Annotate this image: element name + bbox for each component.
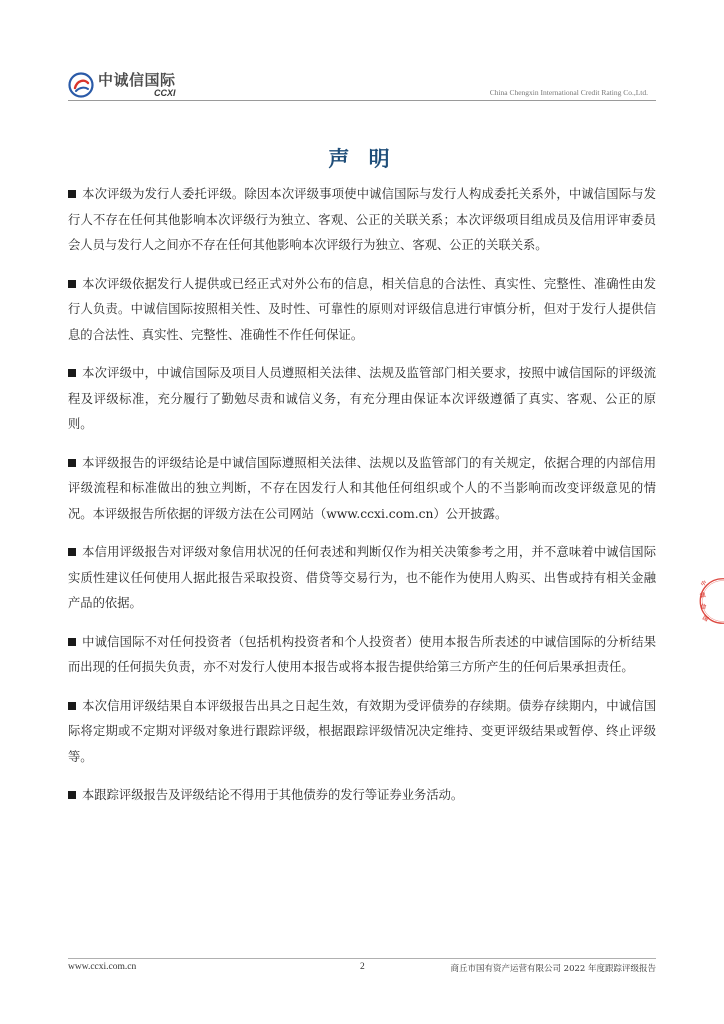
statement-item [68,361,656,438]
header-divider [68,100,656,101]
square-bullet-icon [68,702,76,710]
statement-text: 本次信用评级结果自本评级报告出具之日起生效，有效期为受评债券的存续期。债券存续期内，中诚信国际将定期或不定期对评级对象进行跟踪评级，根据跟踪评级情况决定维持、变更评级结果或暂停、终止评级等。 [68,698,656,764]
logo-chinese-name: 中诚信国际 [98,70,176,89]
statement-item [68,540,656,617]
statement-item [68,272,656,349]
svg-text:国: 国 [701,615,709,624]
statement-text: 本次评级为发行人委托评级。除因本次评级事项使中诚信国际与发行人构成委托关系外，中诚信国际与发行人不存在任何其他影响本次评级行为独立、客观、公正的关联关系；本次评级项目组成员及信用评审委员会人员与发行人之间亦不存在任何其他影响本次评级行为独立、客观、公正的关联关系。 [68,187,656,252]
square-bullet-icon [68,369,76,377]
page-footer [68,962,656,976]
svg-text:诚: 诚 [699,592,707,600]
page-header [68,70,656,102]
square-bullet-icon [68,190,76,198]
page-title: 声 明 [328,147,396,171]
statement-text: 中诚信国际不对任何投资者（包括机构投资者和个人投资者）使用本报告所表述的中诚信国际的分析结果而出现的任何损失负责，亦不对发行人使用本报告或将本报告提供给第三方所产生的任何后果承担责任。 [68,634,656,674]
footer-divider [68,958,656,959]
statement-text: 本评级报告的评级结论是中诚信国际遵照相关法律、法规以及监管部门的有关规定，依据合理的内部信用评级流程和标准做出的独立判断，不存在因发行人和其他任何组织或个人的不当影响而改变评级意见的情况。本评级报告所依据的评级方法在公司网站（www.ccxi.com.cn）公开披露。 [68,455,656,521]
footer-website-link[interactable]: www.ccxi.com.cn [68,962,137,972]
statement-text: 本信用评级报告对评级对象信用状况的任何表述和判断仅作为相关决策参考之用，并不意味着中诚信国际实质性建议任何使用人据此报告采取投资、借贷等交易行为，也不能作为使用人购买、出售或持有相关金融产品的依据。 [68,545,656,610]
footer-report-title: 商丘市国有资产运营有限公司 2022 年度跟踪评级报告 [450,964,656,974]
page-number: 2 [360,962,365,972]
statement-item [68,451,656,528]
statement-item [68,783,656,809]
statement-text: 本次评级依据发行人提供或已经正式对外公布的信息，相关信息的合法性、真实性、完整性、准确性由发行人负责。中诚信国际按照相关性、及时性、可靠性的原则对评级信息进行审慎分析，但对于发行人提供信息的合法性、真实性、完整性、准确性不作任何保证。 [68,276,656,342]
statement-text: 本跟踪评级报告及评级结论不得用于其他债券的发行等证券业务活动。 [82,788,464,802]
statement-list [68,182,656,822]
svg-text:信: 信 [699,604,707,611]
logo-english-name: CCXI [154,87,176,98]
svg-text:中: 中 [700,580,709,589]
statement-item [68,630,656,681]
statement-text: 本次评级中，中诚信国际及项目人员遵照相关法律、法规及监管部门相关要求，按照中诚信国际的评级流程及评级标准，充分履行了勤勉尽责和诚信义务，有充分理由保证本次评级遵循了真实、客观、公正的原则。 [68,366,656,431]
square-bullet-icon [68,548,76,556]
ccxi-logo-icon [68,72,94,98]
company-english-name: China Chengxin International Credit Rating Co.,Ltd. [489,88,648,97]
square-bullet-icon [68,638,76,646]
statement-item [68,182,656,259]
company-logo [68,70,176,100]
company-seal-stamp [698,534,724,668]
square-bullet-icon [68,459,76,467]
square-bullet-icon [68,280,76,288]
square-bullet-icon [68,791,76,799]
statement-item [68,694,656,771]
